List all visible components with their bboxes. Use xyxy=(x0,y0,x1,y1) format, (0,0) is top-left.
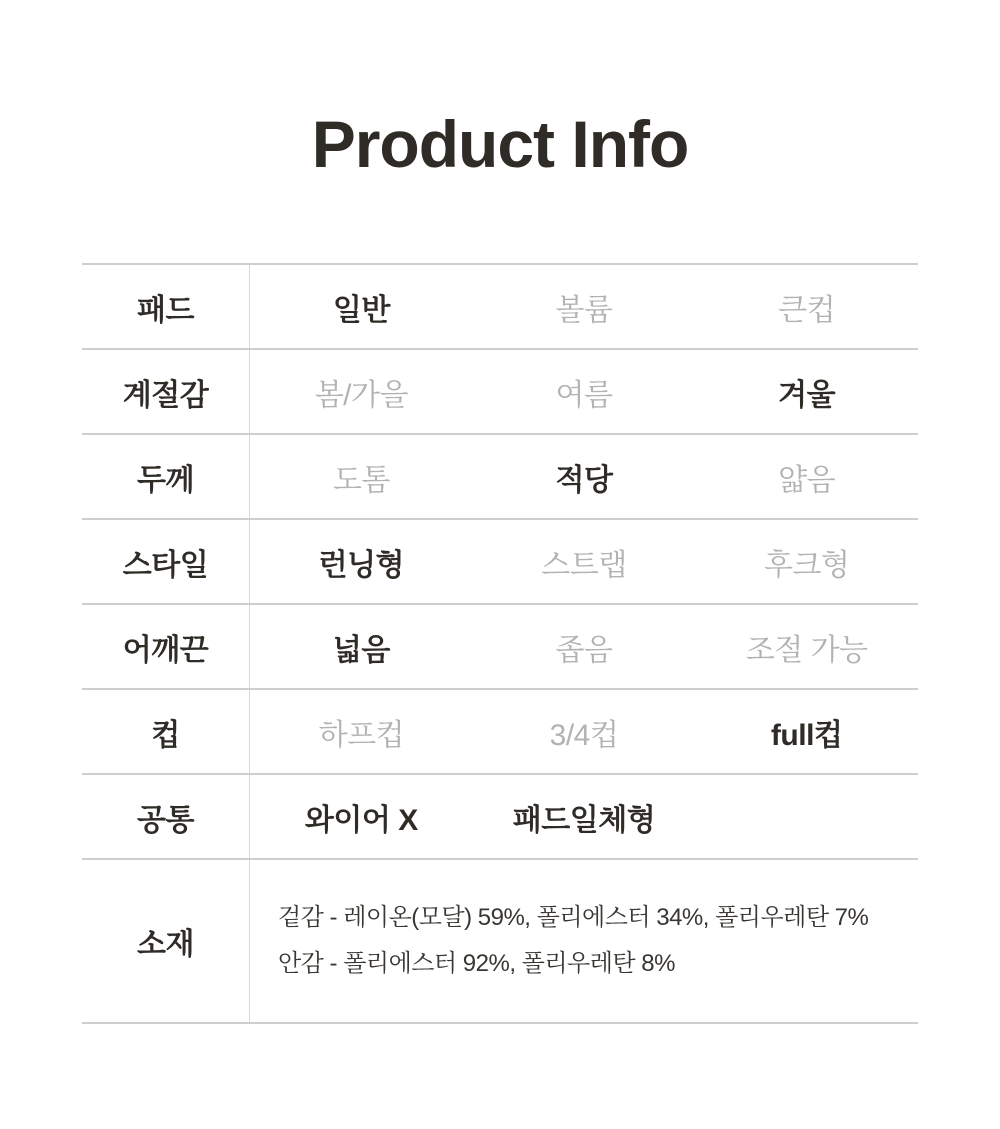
spec-option: full컵 xyxy=(770,718,843,752)
spec-option: 좁음 xyxy=(555,633,613,667)
spec-label: 컵 xyxy=(82,690,250,773)
spec-option: 스트랩 xyxy=(541,548,627,582)
spec-option: 하프컵 xyxy=(318,718,405,752)
spec-label: 소재 xyxy=(82,860,250,1022)
spec-row-style xyxy=(82,520,918,605)
spec-label: 공통 xyxy=(82,775,250,858)
spec-label: 어깨끈 xyxy=(82,605,250,688)
spec-row-pad xyxy=(82,265,918,350)
spec-label: 두께 xyxy=(82,435,250,518)
spec-option: 조절 가능 xyxy=(745,633,868,667)
spec-option: 봄/가을 xyxy=(314,378,408,412)
spec-row-strap xyxy=(82,605,918,690)
spec-option: 볼륨 xyxy=(555,293,613,327)
spec-option: 후크형 xyxy=(763,548,850,582)
product-spec-table xyxy=(82,263,918,1024)
spec-option: 넓음 xyxy=(332,633,390,667)
spec-option: 런닝형 xyxy=(318,548,405,582)
spec-row-thickness xyxy=(82,435,918,520)
spec-row-cup xyxy=(82,690,918,775)
spec-option: 도톰 xyxy=(332,463,390,497)
spec-option: 패드일체형 xyxy=(512,803,656,837)
spec-option: 큰컵 xyxy=(778,293,836,327)
spec-row-common xyxy=(82,775,918,860)
spec-option xyxy=(695,775,918,858)
spec-row-season xyxy=(82,350,918,435)
spec-option: 일반 xyxy=(332,293,390,327)
spec-label: 계절감 xyxy=(82,350,250,433)
spec-option: 겨울 xyxy=(778,378,836,412)
material-content xyxy=(250,860,918,1022)
spec-option: 얇음 xyxy=(778,463,836,497)
spec-option: 와이어 X xyxy=(304,803,418,837)
material-outer-fabric: 겉감 - 레이온(모달) 59%, 폴리에스터 34%, 폴리우레탄 7% xyxy=(278,904,869,931)
page-title: Product Info xyxy=(311,107,689,181)
spec-option: 적당 xyxy=(555,463,613,497)
spec-label: 패드 xyxy=(82,265,250,348)
spec-row-material xyxy=(82,860,918,1024)
material-lining-fabric: 안감 - 폴리에스터 92%, 폴리우레탄 8% xyxy=(278,950,675,977)
spec-label: 스타일 xyxy=(82,520,250,603)
spec-option: 여름 xyxy=(555,378,613,412)
spec-option: 3/4컵 xyxy=(549,718,619,752)
